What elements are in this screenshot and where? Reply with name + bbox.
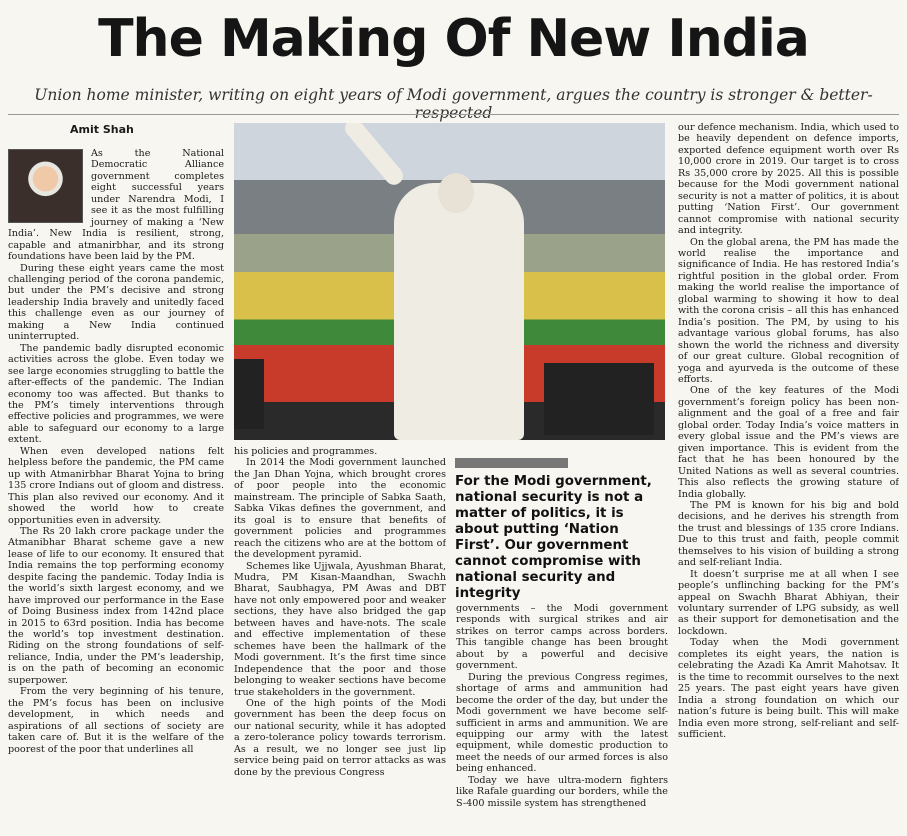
paragraph: During the previous Congress regimes, shortage of arms and ammunition had become the order of the day, but under the Modi government we have become self-sufficient in arms and ammunition. We are equipping our army with the latest equipment, while domestic production to meet the needs of our armed forces is also being enhanced. <box>456 671 668 775</box>
column-3 <box>456 603 668 834</box>
paragraph: One of the high points of the Modi government has been the deep focus on our national security, while it has adopted a zero-tolerance policy towards terrorism. As a result, we no longer see just lip service being paid on terror attacks as was done by the previous Congress <box>234 697 446 778</box>
top-rule <box>8 114 899 115</box>
paragraph: In 2014 the Modi government launched the Jan Dhan Yojna, which brought crores of poor people into the economic mainstream. The principle of Sabka Saath, Sabka Vikas defines the government, and its goal is to ensure that benefits of government policies and programmes reach the citizens who are at the bottom of the development pyramid. <box>234 457 446 561</box>
rally-photo <box>234 123 665 440</box>
paragraph: One of the key features of the Modi government’s foreign policy has been non-alignment and the goal of a free and fair global order. Today India’s voice matters in every global issue and the PM’s views are given importance. This is evident from the fact that he has been honoured by the United Nations as well as several countries. This also reflects the growing stature of India globally. <box>678 385 899 500</box>
byline: Amit Shah <box>70 123 134 136</box>
column-4 <box>678 122 899 834</box>
photo-speaker <box>234 359 264 429</box>
paragraph: It doesn’t surprise me at all when I see people’s unflinching backing for the PM’s appeal on Swachh Bharat Abhiyan, their voluntary surrender of LPG subsidy, as well as their support for demonetisation and the lockdown. <box>678 568 899 637</box>
paragraph: As the National Democratic Alliance government completes eight successful years under Narendra Modi, I see it as the most fulfilling journey of making a ‘New India’. New India is resilient, strong, capable and atmanirbhar, and its strong foundations have been laid by the PM. <box>8 148 224 263</box>
paragraph: The PM is known for his big and bold decisions, and he derives his strength from the trust and blessings of 135 crore Indians. Due to this trust and faith, people commit themselves to his vision of building a strong and self-reliant India. <box>678 499 899 569</box>
author-photo <box>8 149 83 223</box>
paragraph: During these eight years came the most challenging period of the corona pandemic, but under the PM’s decisive and strong leadership India bravely and unitedly faced this challenge even as our journey of making a New India continued uninterrupted. <box>8 262 224 343</box>
paragraph: From the very beginning of his tenure, the PM’s focus has been on inclusive development, in which needs and aspirations of all sections of society are taken care of. But it is the welfare of the poorest of the poor that underlines all <box>8 686 224 755</box>
photo-speaker <box>544 363 654 435</box>
paragraph: On the global arena, the PM has made the world realise the importance and significance of India. He has restored India’s rightful position in the global order. From making the world realise the importance of global warming to showing it how to deal with the corona crisis – all this has enhanced India’s position. The PM, by using to his advantage various global forums, has also shown the world the richness and diversity of our great culture. Global recognition of yoga and ayurveda is the outcome of these efforts. <box>678 236 899 385</box>
column-2 <box>234 446 446 834</box>
paragraph: his policies and programmes. <box>234 446 378 457</box>
paragraph: Today when the Modi government completes its eight years, the nation is celebrating the Azadi Ka Amrit Mahotsav. It is the time to recommit ourselves to the next 25 years. The past eight years have given India a strong foundation on which our nation’s future is being built. This will make India even more strong, self-reliant and self-sufficient. <box>678 637 899 741</box>
headline: The Making Of New India <box>98 9 809 69</box>
pullquote: For the Modi government, national security is not a matter of politics, it is about putting ‘Nation First’. Our government cannot compromise with national security and integrity <box>455 474 652 601</box>
paragraph: governments – the Modi government responds with surgical strikes and air strikes on terror camps across borders. This tangible change has been brought about by a powerful and decisive government. <box>456 603 668 672</box>
paragraph: The pandemic badly disrupted economic activities across the globe. Even today we see large economies struggling to battle the after-effects of the pandemic. The Indian economy too was affected. But thanks to the PM’s timely interventions through effective policies and programmes, we were able to safeguard our economy to a large extent. <box>8 342 224 446</box>
paragraph: our defence mechanism. India, which used to be heavily dependent on defence imports, exported defence equipment worth over Rs 10,000 crore in 2019. Our target is to cross Rs 35,000 crore by 2025. All this is possible because for the Modi government national security is not a matter of politics, it is about putting ‘Nation First’. Our government cannot compromise with national security and integrity. <box>678 122 899 237</box>
paragraph: Today we have ultra-modern fighters like Rafale guarding our borders, while the S-400 missile system has strengthened <box>456 774 668 809</box>
column-1 <box>8 148 224 834</box>
pullquote-bar <box>455 458 568 468</box>
paragraph: Schemes like Ujjwala, Ayushman Bharat, Mudra, PM Kisan-Maandhan, Swachh Bharat, Saubhagya, PM Awas and DBT have not only empowered poor and weaker sections, they have also bridged the gap between haves and have-nots. The scale and effective implementation of these schemes have been the hallmark of the Modi government. It’s the first time since Independence that the poor and those belonging to weaker sections have become true stakeholders in the government. <box>234 560 446 698</box>
deck: Union home minister, writing on eight years of Modi government, argues the country is stronger & better-respected <box>34 86 873 122</box>
photo-arm <box>341 123 406 188</box>
photo-figure <box>394 183 524 440</box>
photo-head <box>438 173 474 213</box>
paragraph: The Rs 20 lakh crore package under the Atmanibhar Bharat scheme gave a new lease of life to our economy. It ensured that India remains the top performing economy despite facing the pandemic. Today India is the world’s sixth largest economy, and we have improved our performance in the Ease of Doing Business index from 142nd place in 2015 to 63rd position. India has become the world’s top investment destination. Riding on the strong foundations of self-reliance, India, under the PM’s leadership, is on the path of becoming an economic superpower. <box>8 525 224 686</box>
paragraph: When even developed nations felt helpless before the pandemic, the PM came up with Atmanirbhar Bharat Yojna to bring 135 crore Indians out of gloom and distress. This plan also revived our economy. And it showed the world how to create opportunities even in adversity. <box>8 445 224 526</box>
